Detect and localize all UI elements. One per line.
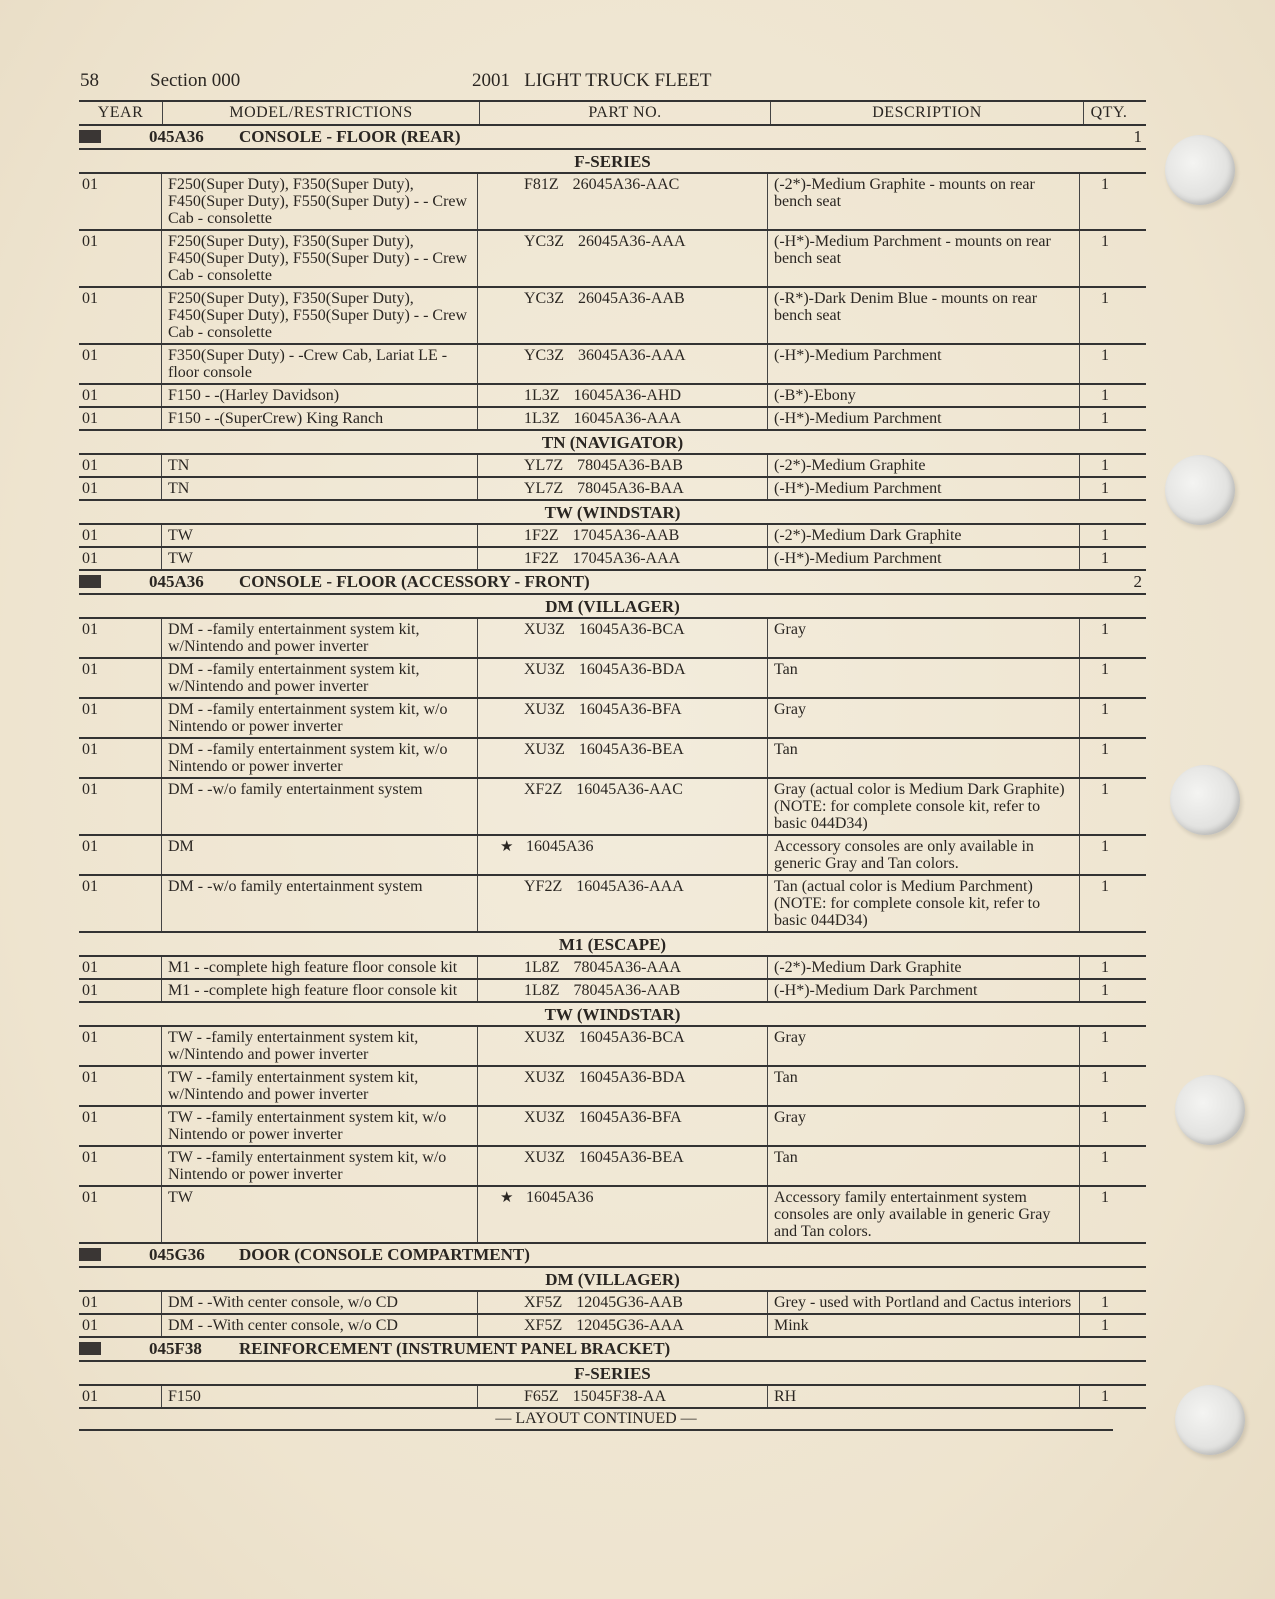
table-row (79, 1067, 1146, 1107)
cell-description: (-H*)-Medium Parchment (768, 408, 1080, 429)
cell-description: Tan (768, 1147, 1080, 1185)
part-number-text: XU3Z 16045A36-BCA (524, 621, 685, 638)
cell-description: Gray (768, 699, 1080, 737)
cell-part-number (478, 408, 768, 429)
table-row (79, 739, 1146, 779)
section-heading (79, 1244, 1146, 1268)
cell-model: F250(Super Duty), F350(Super Duty), F450(Super Duty), F550(Super Duty) - - Crew Cab - consolette (162, 231, 478, 286)
cell-qty: 1 (1101, 480, 1109, 497)
cell-part-number (478, 659, 768, 697)
table-row (79, 548, 1146, 571)
table-row (79, 876, 1146, 933)
part-number-text: 1F2Z 17045A36-AAB (524, 527, 680, 544)
vehicle-subheading: TW (WINDSTAR) (79, 501, 1146, 525)
table-row (79, 1107, 1146, 1147)
table-row (79, 288, 1146, 345)
layout-continued-footer: — LAYOUT CONTINUED — (79, 1409, 1113, 1431)
cell-year: 01 (79, 408, 162, 429)
cell-model: TW - -family entertainment system kit, w/o Nintendo or power inverter (162, 1147, 478, 1185)
cell-model: DM - -family entertainment system kit, w/Nintendo and power inverter (162, 659, 478, 697)
part-number-text: 1L3Z 16045A36-AAA (524, 410, 682, 427)
cell-description: Tan (actual color is Medium Parchment) (NOTE: for complete console kit, refer to basic 044D34) (768, 876, 1080, 931)
cell-model: TW - -family entertainment system kit, w/o Nintendo or power inverter (162, 1107, 478, 1145)
star-icon: ★ (500, 1190, 514, 1206)
binder-hole-3 (1170, 765, 1240, 835)
section-name: CONSOLE - FLOOR (ACCESSORY - FRONT) (239, 572, 590, 591)
cell-qty: 1 (1101, 290, 1109, 307)
page-number: 58 (80, 70, 99, 91)
cell-description: (-2*)-Medium Dark Graphite (768, 957, 1080, 978)
part-number-text: 16045A36 (526, 838, 594, 855)
part-number-text: XF2Z 16045A36-AAC (524, 781, 683, 798)
table-row (79, 231, 1146, 288)
table-row (79, 385, 1146, 408)
cell-model: TN (162, 478, 478, 499)
table-row (79, 408, 1146, 431)
part-number-text: 1L8Z 78045A36-AAA (524, 959, 682, 976)
cell-model: TW - -family entertainment system kit, w/Nintendo and power inverter (162, 1067, 478, 1105)
cell-part-number (478, 739, 768, 777)
cell-part-number (478, 957, 768, 978)
cell-model: TW - -family entertainment system kit, w/Nintendo and power inverter (162, 1027, 478, 1065)
binder-hole-4 (1175, 1075, 1245, 1145)
cell-year: 01 (79, 1147, 162, 1185)
table-row (79, 1147, 1146, 1187)
part-number-text: 1L3Z 16045A36-AHD (524, 387, 682, 404)
cell-qty: 1 (1101, 527, 1109, 544)
part-number-text: 16045A36 (526, 1189, 594, 1206)
section-label: Section 000 (150, 70, 241, 91)
section-code: 045F38 (149, 1339, 202, 1358)
section-marker-icon (79, 575, 101, 588)
cell-qty: 1 (1101, 838, 1109, 855)
parts-table (79, 100, 1146, 1431)
vehicle-subheading: DM (VILLAGER) (79, 595, 1146, 619)
part-number-text: XU3Z 16045A36-BEA (524, 1149, 684, 1166)
table-row (79, 836, 1146, 876)
cell-year: 01 (79, 980, 162, 1001)
col-qty-header: QTY. (1090, 104, 1128, 121)
cell-model: DM (162, 836, 478, 874)
cell-model: DM - -family entertainment system kit, w/Nintendo and power inverter (162, 619, 478, 657)
cell-model: F350(Super Duty) - -Crew Cab, Lariat LE - floor console (162, 345, 478, 383)
cell-model: DM - -w/o family entertainment system (162, 876, 478, 931)
cell-qty: 1 (1101, 410, 1109, 427)
cell-qty: 1 (1101, 982, 1109, 999)
cell-model: M1 - -complete high feature floor console kit (162, 980, 478, 1001)
cell-year: 01 (79, 1292, 162, 1313)
cell-part-number (478, 174, 768, 229)
cell-qty: 1 (1101, 661, 1109, 678)
table-row (79, 1292, 1146, 1315)
table-row (79, 1386, 1146, 1409)
table-row (79, 980, 1146, 1003)
cell-description: Gray (768, 1027, 1080, 1065)
part-number-text: XF5Z 12045G36-AAB (524, 1294, 683, 1311)
part-number-text: YF2Z 16045A36-AAA (524, 878, 684, 895)
binder-hole-1 (1165, 135, 1235, 205)
cell-model: F150 (162, 1386, 478, 1407)
cell-qty: 1 (1101, 457, 1109, 474)
cell-qty: 1 (1101, 781, 1109, 798)
cell-qty: 1 (1101, 1388, 1109, 1405)
cell-model: F250(Super Duty), F350(Super Duty), F450(Super Duty), F550(Super Duty) - - Crew Cab - consolette (162, 288, 478, 343)
cell-year: 01 (79, 385, 162, 406)
table-row (79, 699, 1146, 739)
cell-model: DM - -w/o family entertainment system (162, 779, 478, 834)
cell-year: 01 (79, 699, 162, 737)
cell-part-number (478, 385, 768, 406)
table-row (79, 455, 1146, 478)
cell-model: F150 - -(Harley Davidson) (162, 385, 478, 406)
cell-part-number (478, 1027, 768, 1065)
cell-description: (-2*)-Medium Graphite (768, 455, 1080, 476)
cell-description: Accessory consoles are only available in generic Gray and Tan colors. (768, 836, 1080, 874)
cell-part-number (478, 876, 768, 931)
cell-qty: 1 (1101, 233, 1109, 250)
cell-qty: 1 (1101, 1109, 1109, 1126)
cell-part-number (478, 619, 768, 657)
table-row (79, 345, 1146, 385)
cell-model: DM - -With center console, w/o CD (162, 1315, 478, 1336)
cell-model: DM - -family entertainment system kit, w/o Nintendo or power inverter (162, 739, 478, 777)
cell-qty: 1 (1101, 959, 1109, 976)
cell-part-number (478, 1386, 768, 1407)
cell-model: TN (162, 455, 478, 476)
vehicle-subheading: TN (NAVIGATOR) (79, 431, 1146, 455)
table-row (79, 525, 1146, 548)
cell-model: DM - -family entertainment system kit, w/o Nintendo or power inverter (162, 699, 478, 737)
cell-model: M1 - -complete high feature floor console kit (162, 957, 478, 978)
cell-description: Gray (768, 1107, 1080, 1145)
cell-qty: 1 (1101, 347, 1109, 364)
section-heading (79, 571, 1146, 595)
cell-part-number (478, 478, 768, 499)
cell-qty: 1 (1101, 1029, 1109, 1046)
cell-description: (-H*)-Medium Parchment - mounts on rear bench seat (768, 231, 1080, 286)
cell-year: 01 (79, 779, 162, 834)
binder-hole-2 (1165, 455, 1235, 525)
section-qty: 2 (1133, 572, 1142, 591)
cell-year: 01 (79, 1187, 162, 1242)
col-part-header: PART NO. (480, 102, 771, 124)
section-qty: 1 (1133, 127, 1142, 146)
cell-model: TW (162, 525, 478, 546)
cell-qty: 1 (1101, 741, 1109, 758)
cell-year: 01 (79, 619, 162, 657)
cell-year: 01 (79, 876, 162, 931)
cell-description: Gray (actual color is Medium Dark Graphite) (NOTE: for complete console kit, refer to basic 044D34) (768, 779, 1080, 834)
cell-qty: 1 (1101, 550, 1109, 567)
cell-description: RH (768, 1386, 1080, 1407)
cell-year: 01 (79, 478, 162, 499)
table-row (79, 1027, 1146, 1067)
cell-model: F250(Super Duty), F350(Super Duty), F450(Super Duty), F550(Super Duty) - - Crew Cab - consolette (162, 174, 478, 229)
cell-part-number (478, 455, 768, 476)
table-row (79, 478, 1146, 501)
cell-description: (-2*)-Medium Dark Graphite (768, 525, 1080, 546)
cell-description: Mink (768, 1315, 1080, 1336)
vehicle-subheading: M1 (ESCAPE) (79, 933, 1146, 957)
cell-part-number (478, 1107, 768, 1145)
vehicle-subheading: F-SERIES (79, 150, 1146, 174)
col-model-header: MODEL/RESTRICTIONS (163, 102, 480, 124)
column-header-row (79, 100, 1146, 126)
cell-part-number (478, 779, 768, 834)
cell-part-number (478, 699, 768, 737)
cell-description: (-H*)-Medium Parchment (768, 548, 1080, 569)
cell-description: Tan (768, 739, 1080, 777)
cell-description: Tan (768, 1067, 1080, 1105)
section-marker-icon (79, 130, 101, 143)
section-code: 045A36 (149, 572, 204, 591)
cell-part-number (478, 288, 768, 343)
cell-model: TW (162, 548, 478, 569)
cell-year: 01 (79, 739, 162, 777)
cell-year: 01 (79, 1027, 162, 1065)
cell-description: (-B*)-Ebony (768, 385, 1080, 406)
cell-qty: 1 (1101, 387, 1109, 404)
section-name: DOOR (CONSOLE COMPARTMENT) (239, 1245, 530, 1264)
cell-part-number (478, 1147, 768, 1185)
cell-year: 01 (79, 174, 162, 229)
table-row (79, 174, 1146, 231)
cell-qty: 1 (1101, 878, 1109, 895)
cell-part-number (478, 345, 768, 383)
part-number-text: XU3Z 16045A36-BDA (524, 1069, 686, 1086)
table-row (79, 779, 1146, 836)
table-row (79, 1187, 1146, 1244)
part-number-text: XU3Z 16045A36-BFA (524, 1109, 682, 1126)
cell-part-number (478, 1067, 768, 1105)
part-number-text: YC3Z 26045A36-AAA (524, 233, 686, 250)
part-number-text: XU3Z 16045A36-BEA (524, 741, 684, 758)
cell-year: 01 (79, 525, 162, 546)
cell-year: 01 (79, 455, 162, 476)
cell-description: Accessory family entertainment system consoles are only available in generic Gray and Tan colors. (768, 1187, 1080, 1242)
cell-qty: 1 (1101, 701, 1109, 718)
cell-part-number (478, 1292, 768, 1313)
cell-year: 01 (79, 659, 162, 697)
cell-model: F150 - -(SuperCrew) King Ranch (162, 408, 478, 429)
part-number-text: F65Z 15045F38-AA (524, 1388, 667, 1405)
vehicle-subheading: DM (VILLAGER) (79, 1268, 1146, 1292)
cell-year: 01 (79, 1067, 162, 1105)
cell-year: 01 (79, 1315, 162, 1336)
cell-year: 01 (79, 957, 162, 978)
part-number-text: XF5Z 12045G36-AAA (524, 1317, 684, 1334)
cell-qty: 1 (1101, 176, 1109, 193)
page-title: 2001 LIGHT TRUCK FLEET (472, 70, 712, 91)
cell-description: Gray (768, 619, 1080, 657)
cell-model: TW (162, 1187, 478, 1242)
section-marker-icon (79, 1248, 101, 1261)
cell-description: Tan (768, 659, 1080, 697)
cell-qty: 1 (1101, 1294, 1109, 1311)
section-name: CONSOLE - FLOOR (REAR) (239, 127, 461, 146)
section-marker-icon (79, 1342, 101, 1355)
binder-hole-5 (1175, 1385, 1245, 1455)
part-number-text: XU3Z 16045A36-BFA (524, 701, 682, 718)
cell-model: DM - -With center console, w/o CD (162, 1292, 478, 1313)
cell-qty: 1 (1101, 1317, 1109, 1334)
table-row (79, 659, 1146, 699)
table-row (79, 1315, 1146, 1338)
table-row (79, 619, 1146, 659)
cell-qty: 1 (1101, 621, 1109, 638)
star-icon: ★ (500, 839, 514, 855)
cell-year: 01 (79, 288, 162, 343)
part-number-text: YL7Z 78045A36-BAA (524, 480, 684, 497)
cell-year: 01 (79, 836, 162, 874)
cell-year: 01 (79, 1386, 162, 1407)
part-number-text: XU3Z 16045A36-BDA (524, 661, 686, 678)
cell-description: (-H*)-Medium Parchment (768, 345, 1080, 383)
part-number-text: XU3Z 16045A36-BCA (524, 1029, 685, 1046)
cell-part-number (478, 231, 768, 286)
cell-part-number (478, 548, 768, 569)
table-row (79, 957, 1146, 980)
cell-description: (-2*)-Medium Graphite - mounts on rear bench seat (768, 174, 1080, 229)
cell-part-number (478, 525, 768, 546)
cell-year: 01 (79, 548, 162, 569)
cell-part-number (478, 1187, 768, 1242)
section-heading (79, 1338, 1146, 1362)
cell-description: (-H*)-Medium Dark Parchment (768, 980, 1080, 1001)
cell-part-number (478, 1315, 768, 1336)
part-number-text: 1L8Z 78045A36-AAB (524, 982, 681, 999)
section-name: REINFORCEMENT (INSTRUMENT PANEL BRACKET) (239, 1339, 671, 1358)
cell-qty: 1 (1101, 1189, 1109, 1206)
cell-year: 01 (79, 1107, 162, 1145)
cell-year: 01 (79, 231, 162, 286)
col-year-header: YEAR (79, 102, 163, 124)
cell-description: (-H*)-Medium Parchment (768, 478, 1080, 499)
cell-part-number (478, 980, 768, 1001)
part-number-text: YC3Z 26045A36-AAB (524, 290, 685, 307)
col-description-header: DESCRIPTION (771, 102, 1084, 124)
part-number-text: F81Z 26045A36-AAC (524, 176, 680, 193)
cell-year: 01 (79, 345, 162, 383)
cell-qty: 1 (1101, 1069, 1109, 1086)
cell-qty: 1 (1101, 1149, 1109, 1166)
cell-description: Grey - used with Portland and Cactus interiors (768, 1292, 1080, 1313)
cell-part-number (478, 836, 768, 874)
page-header (80, 70, 1140, 96)
vehicle-subheading: F-SERIES (79, 1362, 1146, 1386)
section-code: 045G36 (149, 1245, 205, 1264)
section-code: 045A36 (149, 127, 204, 146)
part-number-text: 1F2Z 17045A36-AAA (524, 550, 681, 567)
section-heading (79, 126, 1146, 150)
part-number-text: YL7Z 78045A36-BAB (524, 457, 683, 474)
cell-description: (-R*)-Dark Denim Blue - mounts on rear bench seat (768, 288, 1080, 343)
vehicle-subheading: TW (WINDSTAR) (79, 1003, 1146, 1027)
table-body (79, 126, 1146, 1409)
part-number-text: YC3Z 36045A36-AAA (524, 347, 686, 364)
